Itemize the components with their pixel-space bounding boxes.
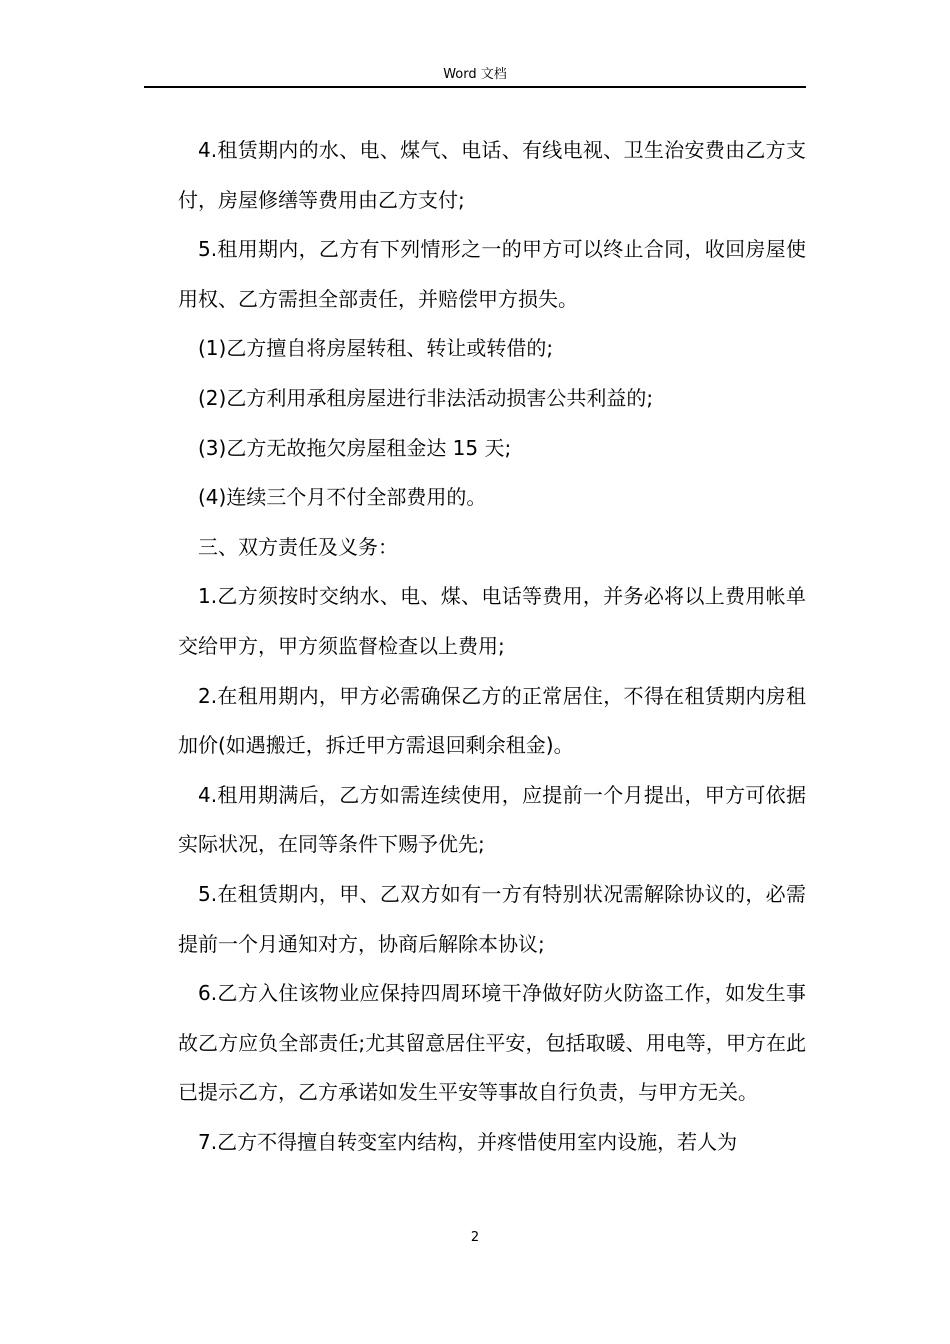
paragraph-6: (4)连续三个月不付全部费用的。	[198, 485, 487, 510]
paragraph-10: 4.租用期满后，乙方如需连续使用，应提前一个月提出，甲方可依据实际状况，在同等条件下赐予优先;	[178, 782, 806, 857]
paragraph-7: 三、双方责任及义务：	[198, 534, 398, 559]
page-header: Word 文档	[443, 67, 507, 82]
paragraph-3: (1)乙方擅自将房屋转租、转让或转借的;	[198, 336, 554, 361]
header-rule	[144, 86, 806, 88]
paragraph-8: 1.乙方须按时交纳水、电、煤、电话等费用，并务必将以上费用帐单交给甲方，甲方须监督检查以上费用;	[178, 584, 806, 658]
paragraph-9: 2.在租用期内，甲方必需确保乙方的正常居住，不得在租赁期内房租加价(如遇搬迁，拆迁甲方需退回剩余租金)。	[178, 683, 806, 758]
paragraph-5: (3)乙方无故拖欠房屋租金达 15 天;	[198, 435, 512, 460]
paragraph-4: (2)乙方利用承租房屋进行非法活动损害公共利益的;	[198, 385, 654, 410]
paragraph-12: 6.乙方入住该物业应保持四周环境干净做好防火防盗工作，如发生事故乙方应负全部责任;尤其留意居住平安，包括取暖、用电等，甲方在此已提示乙方，乙方承诺如发生平安等事故自行负责，与甲方无关。	[178, 981, 806, 1105]
paragraph-11: 5.在租赁期内，甲、乙双方如有一方有特别状况需解除协议的，必需提前一个月通知对方，协商后解除本协议;	[178, 881, 806, 956]
paragraph-1: 4.租赁期内的水、电、煤气、电话、有线电视、卫生治安费由乙方支付，房屋修缮等费用由乙方支付;	[178, 138, 806, 212]
paragraph-2: 5.租用期内，乙方有下列情形之一的甲方可以终止合同，收回房屋使用权、乙方需担全部责任，并赔偿甲方损失。	[178, 237, 806, 311]
paragraph-13: 7.乙方不得擅自转变室内结构，并疼惜使用室内设施，若人为	[198, 1129, 738, 1154]
document-body	[178, 126, 806, 1167]
page-number: 2	[470, 1230, 480, 1245]
